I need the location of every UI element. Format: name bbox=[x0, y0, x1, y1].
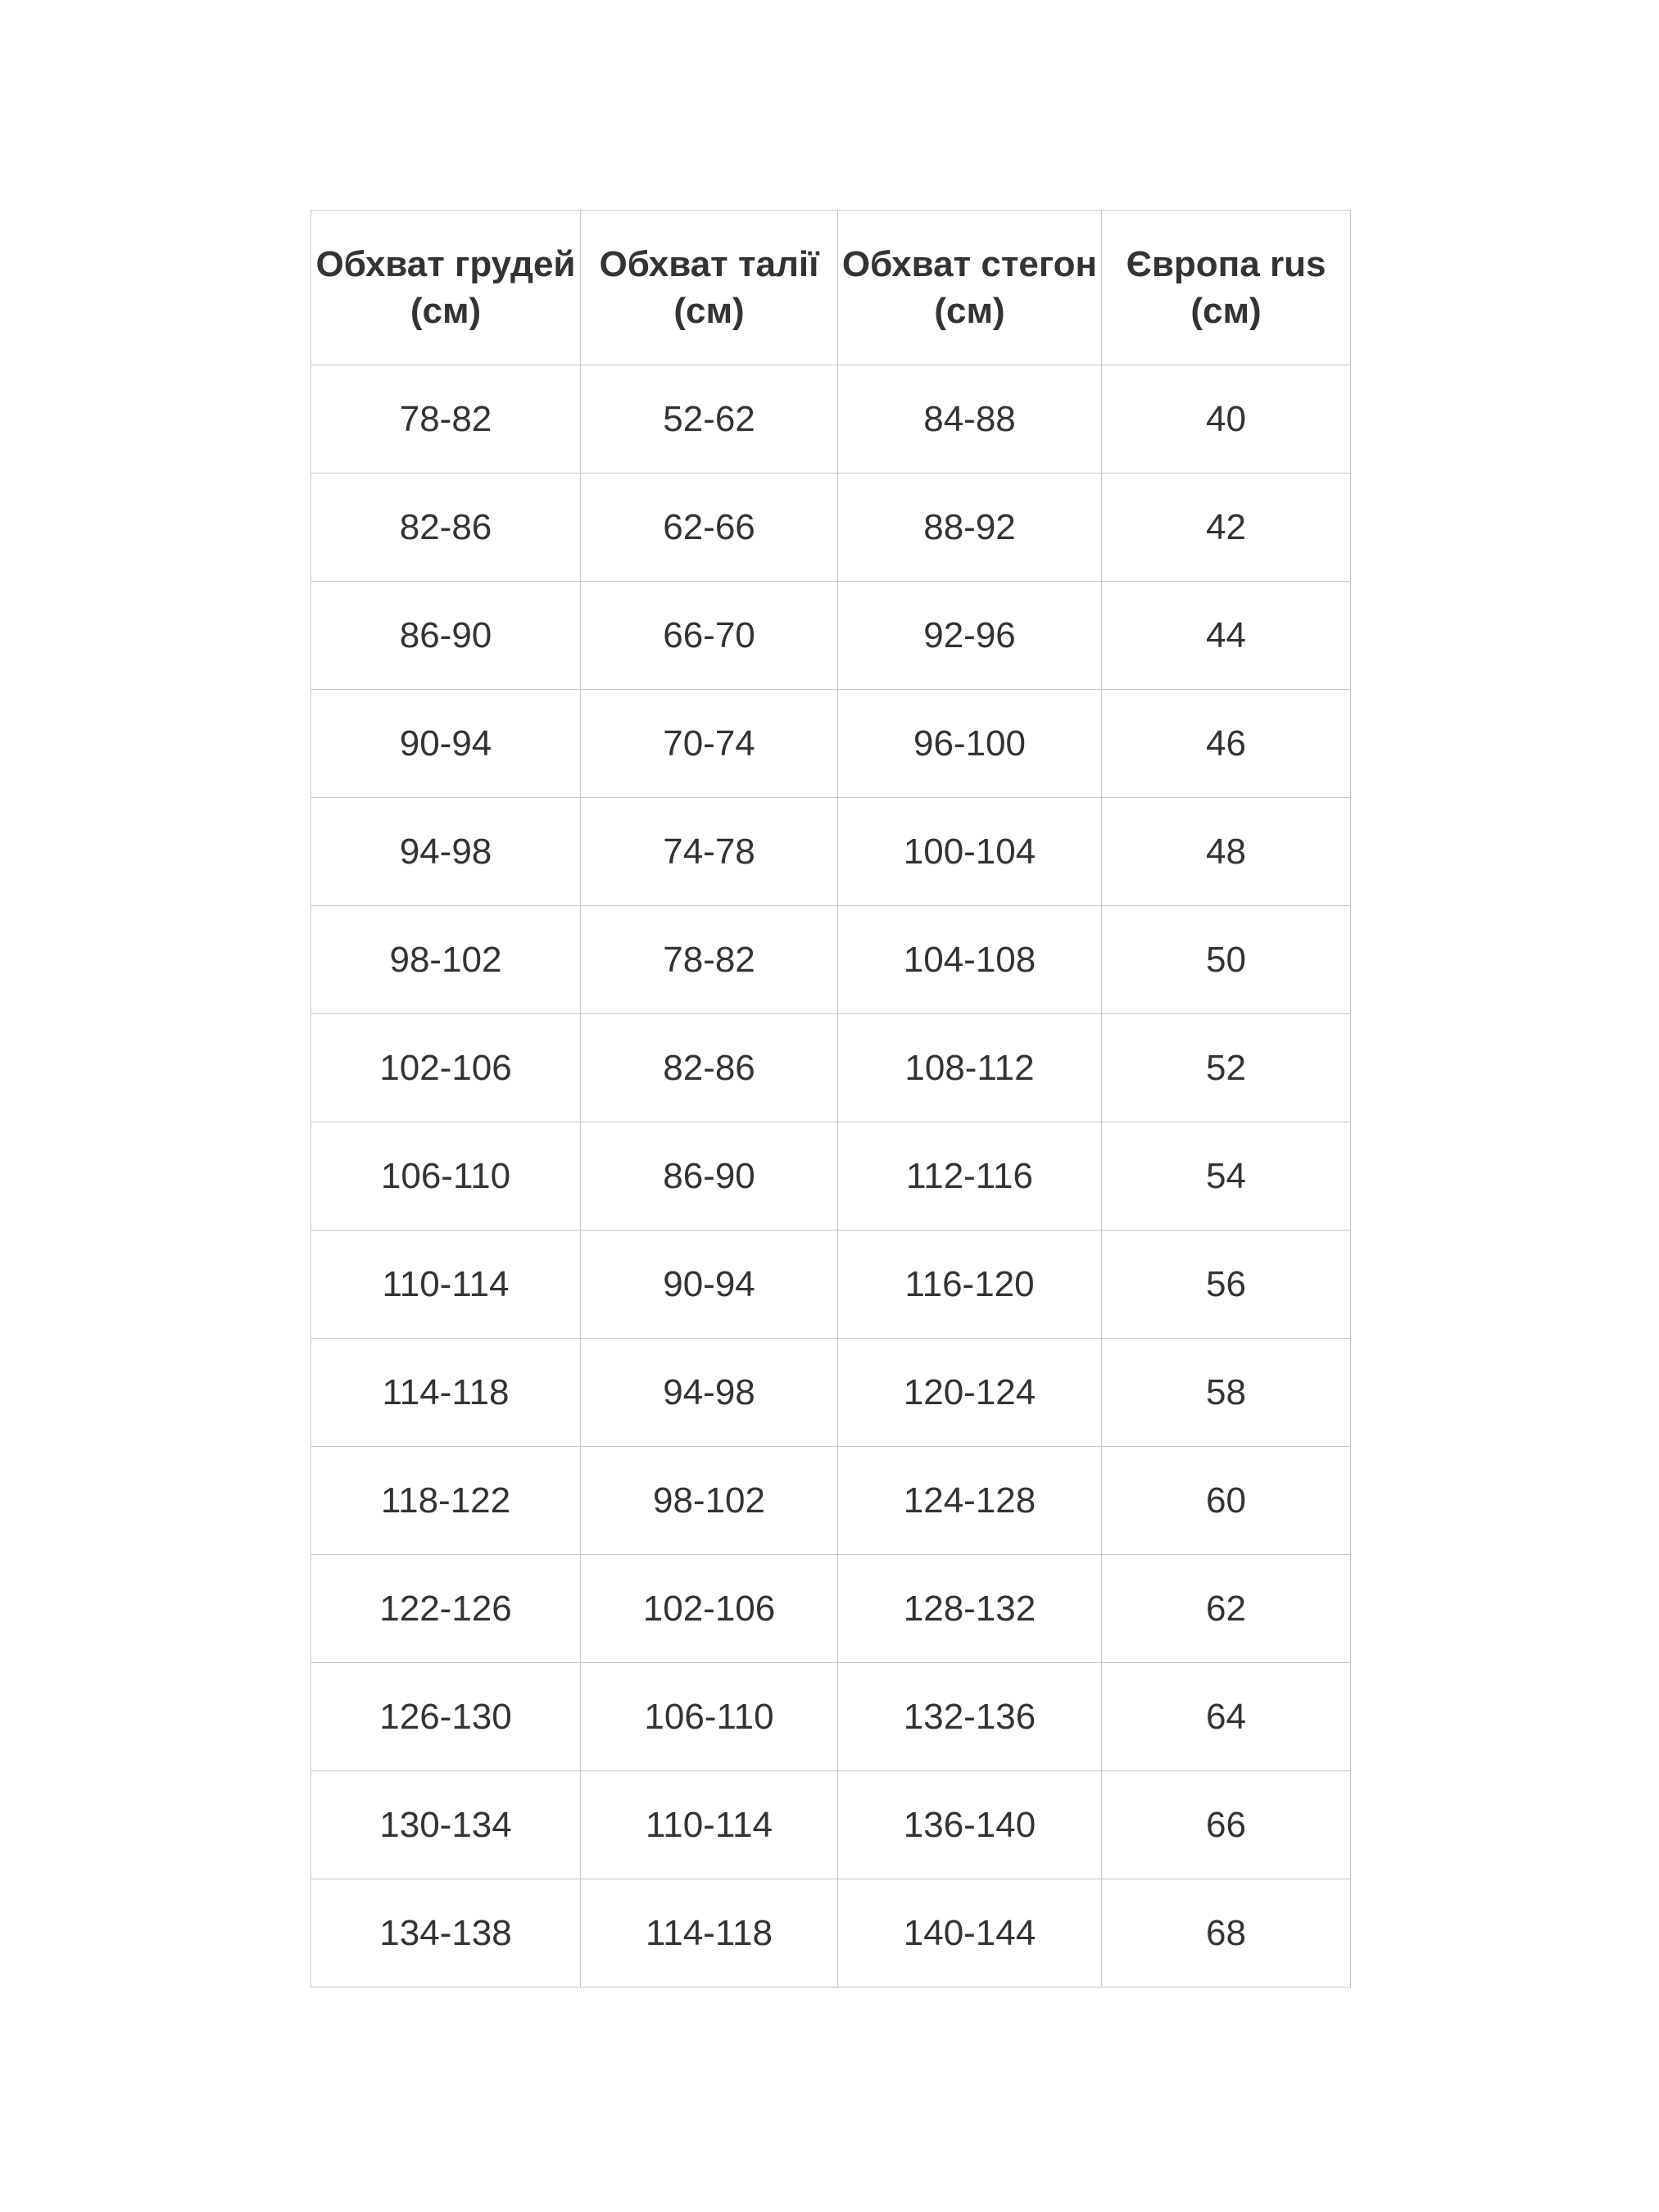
table-cell: 52 bbox=[1102, 1014, 1351, 1122]
table-cell: 50 bbox=[1102, 906, 1351, 1014]
table-row bbox=[311, 690, 1351, 798]
table-cell: 110-114 bbox=[311, 1231, 581, 1339]
table-cell: 82-86 bbox=[581, 1014, 838, 1122]
table-row bbox=[311, 1014, 1351, 1122]
table-cell: 64 bbox=[1102, 1663, 1351, 1771]
table-cell: 122-126 bbox=[311, 1555, 581, 1663]
table-row bbox=[311, 1663, 1351, 1771]
table-cell: 96-100 bbox=[838, 690, 1102, 798]
table-cell: 94-98 bbox=[311, 798, 581, 906]
header-cell-europe: Європа rus (см) bbox=[1102, 211, 1351, 365]
table-cell: 116-120 bbox=[838, 1231, 1102, 1339]
table-row bbox=[311, 1771, 1351, 1879]
table-cell: 112-116 bbox=[838, 1122, 1102, 1231]
table-cell: 94-98 bbox=[581, 1339, 838, 1447]
table-cell: 62 bbox=[1102, 1555, 1351, 1663]
table-row bbox=[311, 798, 1351, 906]
table-cell: 70-74 bbox=[581, 690, 838, 798]
table-cell: 134-138 bbox=[311, 1879, 581, 1988]
table-cell: 102-106 bbox=[311, 1014, 581, 1122]
table-cell: 90-94 bbox=[311, 690, 581, 798]
table-row bbox=[311, 474, 1351, 582]
table-cell: 126-130 bbox=[311, 1663, 581, 1771]
table-cell: 44 bbox=[1102, 582, 1351, 690]
table-cell: 42 bbox=[1102, 474, 1351, 582]
table-row bbox=[311, 1879, 1351, 1988]
table-cell: 86-90 bbox=[581, 1122, 838, 1231]
table-cell: 110-114 bbox=[581, 1771, 838, 1879]
table-row bbox=[311, 1447, 1351, 1555]
table-row bbox=[311, 1122, 1351, 1231]
table-cell: 82-86 bbox=[311, 474, 581, 582]
header-cell-waist: Обхват талії (см) bbox=[581, 211, 838, 365]
table-cell: 40 bbox=[1102, 365, 1351, 474]
table-cell: 98-102 bbox=[581, 1447, 838, 1555]
table-cell: 114-118 bbox=[581, 1879, 838, 1988]
header-cell-hips: Обхват стегон (см) bbox=[838, 211, 1102, 365]
table-row bbox=[311, 1231, 1351, 1339]
table-row bbox=[311, 1339, 1351, 1447]
table-cell: 84-88 bbox=[838, 365, 1102, 474]
table-cell: 74-78 bbox=[581, 798, 838, 906]
table-cell: 118-122 bbox=[311, 1447, 581, 1555]
table-cell: 92-96 bbox=[838, 582, 1102, 690]
table-cell: 60 bbox=[1102, 1447, 1351, 1555]
table-cell: 58 bbox=[1102, 1339, 1351, 1447]
size-table bbox=[310, 210, 1351, 1988]
table-cell: 128-132 bbox=[838, 1555, 1102, 1663]
table-cell: 56 bbox=[1102, 1231, 1351, 1339]
table-cell: 62-66 bbox=[581, 474, 838, 582]
table-cell: 114-118 bbox=[311, 1339, 581, 1447]
table-cell: 102-106 bbox=[581, 1555, 838, 1663]
table-cell: 68 bbox=[1102, 1879, 1351, 1988]
table-cell: 130-134 bbox=[311, 1771, 581, 1879]
table-cell: 54 bbox=[1102, 1122, 1351, 1231]
table-cell: 106-110 bbox=[581, 1663, 838, 1771]
table-cell: 86-90 bbox=[311, 582, 581, 690]
table-cell: 78-82 bbox=[581, 906, 838, 1014]
header-cell-chest: Обхват грудей (см) bbox=[311, 211, 581, 365]
table-cell: 48 bbox=[1102, 798, 1351, 906]
table-cell: 132-136 bbox=[838, 1663, 1102, 1771]
table-row bbox=[311, 365, 1351, 474]
table-header-row bbox=[311, 211, 1351, 365]
table-cell: 106-110 bbox=[311, 1122, 581, 1231]
table-cell: 108-112 bbox=[838, 1014, 1102, 1122]
table-row bbox=[311, 1555, 1351, 1663]
table-cell: 90-94 bbox=[581, 1231, 838, 1339]
table-cell: 88-92 bbox=[838, 474, 1102, 582]
table-cell: 98-102 bbox=[311, 906, 581, 1014]
table-cell: 66-70 bbox=[581, 582, 838, 690]
table-cell: 46 bbox=[1102, 690, 1351, 798]
table-row bbox=[311, 906, 1351, 1014]
table-row bbox=[311, 582, 1351, 690]
table-cell: 136-140 bbox=[838, 1771, 1102, 1879]
table-cell: 52-62 bbox=[581, 365, 838, 474]
table-cell: 78-82 bbox=[311, 365, 581, 474]
table-cell: 100-104 bbox=[838, 798, 1102, 906]
table-cell: 140-144 bbox=[838, 1879, 1102, 1988]
table-cell: 66 bbox=[1102, 1771, 1351, 1879]
table-cell: 104-108 bbox=[838, 906, 1102, 1014]
table-body bbox=[311, 365, 1351, 1988]
table-cell: 124-128 bbox=[838, 1447, 1102, 1555]
table-cell: 120-124 bbox=[838, 1339, 1102, 1447]
